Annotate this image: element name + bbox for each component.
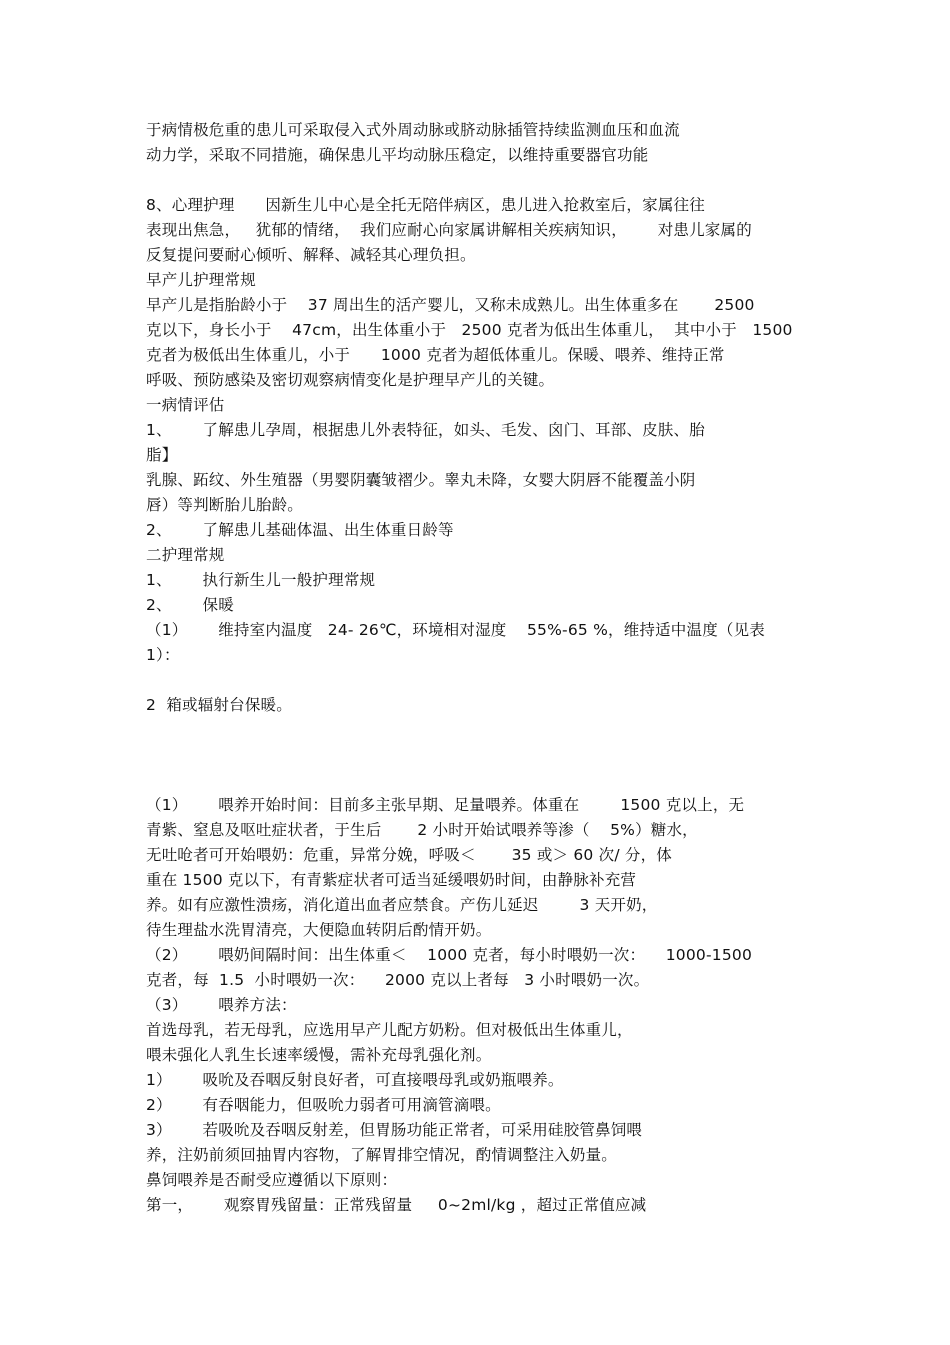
- text-line: 克者，每 1.5 小时喂奶一次： 2000 克以上者每 3 小时喂奶一次。: [146, 971, 650, 989]
- text-line: 养，注奶前须回抽胃内容物，了解胃排空情况，酌情调整注入奶量。: [146, 1146, 618, 1164]
- text-line: 乳腺、跖纹、外生殖器（男婴阴囊皱褶少。睾丸未降，女婴大阴唇不能覆盖小阴: [146, 471, 696, 489]
- text-line: 2） 有吞咽能力，但吸吮力弱者可用滴管滴喂。: [146, 1096, 501, 1114]
- text-line: 8、心理护理 因新生儿中心是全托无陪伴病区，患儿进入抢救室后，家属往往: [146, 196, 705, 214]
- text-line: （3） 喂养方法：: [146, 996, 297, 1014]
- text-line: 3） 若吸吮及吞咽反射差，但胃肠功能正常者，可采用硅胶管鼻饲喂: [146, 1121, 643, 1139]
- text-line: 第一， 观察胃残留量：正常残留量 0~2ml/kg ，超过正常值应减: [146, 1196, 647, 1214]
- text-line: 喂未强化人乳生长速率缓慢，需补充母乳强化剂。: [146, 1046, 492, 1064]
- text-line: 首选母乳，若无母乳，应选用早产儿配方奶粉。但对极低出生体重儿，: [146, 1021, 633, 1039]
- text-line: 早产儿是指胎龄小于 37 周出生的活产婴儿，又称未成熟儿。出生体重多在 2500: [146, 296, 755, 314]
- text-line: 鼻饲喂养是否耐受应遵循以下原则：: [146, 1171, 398, 1189]
- text-line: 1、 执行新生儿一般护理常规: [146, 571, 376, 589]
- text-line: 2、 保暖: [146, 596, 234, 614]
- text-line: 反复提问要耐心倾听、解释、减轻其心理负担。: [146, 246, 476, 264]
- text-line: 青紫、窒息及呕吐症状者，于生后 2 小时开始试喂养等渗（ 5%）糖水，: [146, 821, 698, 839]
- section-heading: 一病情评估: [146, 396, 225, 414]
- text-line: 1）：: [146, 646, 180, 664]
- text-line: 1、 了解患儿孕周，根据患儿外表特征，如头、毛发、囟门、耳部、皮肤、胎: [146, 421, 705, 439]
- text-line: 克以下，身长小于 47cm，出生体重小于 2500 克者为低出生体重儿， 其中小于 1500: [146, 321, 793, 339]
- text-line: （1） 维持室内温度 24- 26℃，环境相对湿度 55%-65 %，维持适中温度（见表: [146, 621, 766, 639]
- text-line: 于病情极危重的患儿可采取侵入式外周动脉或脐动脉插管持续监测血压和血流: [146, 121, 680, 139]
- text-line: 呼吸、预防感染及密切观察病情变化是护理早产儿的关键。: [146, 371, 555, 389]
- section-heading: 二护理常规: [146, 546, 225, 564]
- text-line: 2、 了解患儿基础体温、出生体重日龄等: [146, 521, 454, 539]
- text-line: 无吐呛者可开始喂奶：危重，异常分娩，呼吸＜ 35 或＞ 60 次/ 分，体: [146, 846, 672, 864]
- text-line: （1） 喂养开始时间：目前多主张早期、足量喂养。体重在 1500 克以上，无: [146, 796, 745, 814]
- text-line: 表现出焦急， 犹郁的情绪， 我们应耐心向家属讲解相关疾病知识， 对患儿家属的: [146, 221, 752, 239]
- text-line: 动力学，采取不同措施，确保患儿平均动脉压稳定，以维持重要器官功能: [146, 146, 649, 164]
- section-heading: 早产儿护理常规: [146, 271, 256, 289]
- text-line: 克者为极低出生体重儿，小于 1000 克者为超低体重儿。保暖、喂养、维持正常: [146, 346, 725, 364]
- text-line: 唇）等判断胎儿胎龄。: [146, 496, 304, 514]
- text-line: 待生理盐水洗胃清亮，大便隐血转阴后酌情开奶。: [146, 921, 492, 939]
- text-line: （2） 喂奶间隔时间：出生体重＜ 1000 克者，每小时喂奶一次： 1000-1500: [146, 946, 753, 964]
- text-line: 养。如有应激性溃疡，消化道出血者应禁食。产伤儿延迟 3 天开奶，: [146, 896, 658, 914]
- text-line: 脂】: [146, 446, 178, 464]
- text-line: 2 箱或辐射台保暖。: [146, 696, 292, 714]
- text-line: 重在 1500 克以下，有青紫症状者可适当延缓喂奶时间，由静脉补充营: [146, 871, 637, 889]
- text-line: 1） 吸吮及吞咽反射良好者，可直接喂母乳或奶瓶喂养。: [146, 1071, 564, 1089]
